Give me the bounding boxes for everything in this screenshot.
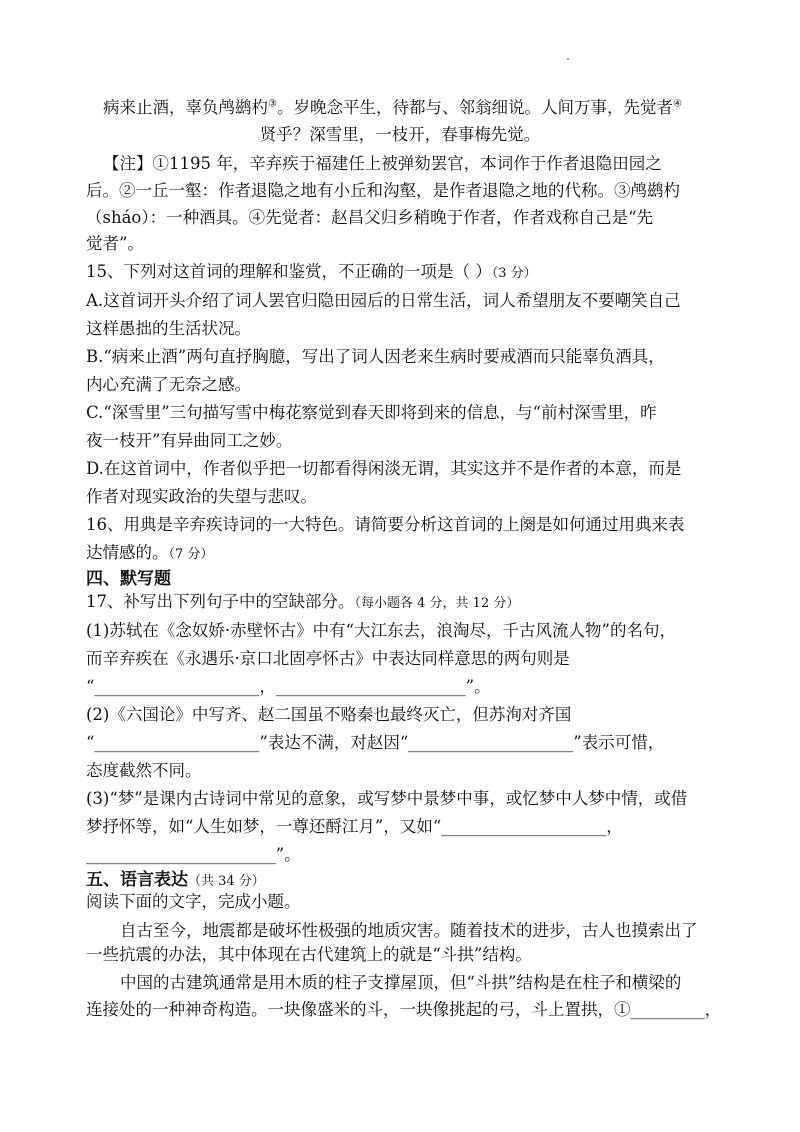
q17-2-line-3: 态度截然不同。 <box>86 761 202 780</box>
option-c-line-2: 夜一枝开”有异曲同工之妙。 <box>86 431 293 450</box>
question-16-line-1: 16、用典是辛弃疾诗词的一大特色。请简要分析这首词的上阕是如何通过用典来表 <box>86 515 685 534</box>
question-17-stem <box>86 591 519 615</box>
footnote-mark: ③ <box>268 98 277 110</box>
option-a-line-2: 这样愚拙的生活状况。 <box>86 319 251 338</box>
q17-3-blanks[interactable]: 梦抒怀等，如“人生如梦，一尊还酹江月”，又如“____________________， <box>86 817 623 836</box>
question-16-text: 达情感的。 <box>86 543 169 562</box>
question-17-score: （每小题各 4 分，共 12 分） <box>354 596 520 611</box>
section-4-title: 四、默写题 <box>86 569 171 589</box>
poem-line-2: 贤乎？深雪里，一枝开，春事梅先觉。 <box>259 125 541 144</box>
footnote-mark: ④ <box>672 98 682 110</box>
option-d-line-2: 作者对现实政治的失望与悲叹。 <box>86 487 317 506</box>
reading-p2-line-1: 中国的古建筑通常是用木质的柱子支撑屋顶，但“斗拱”结构是在柱子和横梁的 <box>120 973 682 992</box>
q17-2-line-1: (2)《六国论》中写齐、赵二国虽不赂秦也最终灭亡，但苏洵对齐国 <box>86 705 572 724</box>
reading-p1-line-1: 自古至今，地震都是破坏性极强的地质灾害。随着技术的进步，古人也摸索出了 <box>120 921 698 940</box>
q17-3-blank-end[interactable]: _______________________”。 <box>86 845 301 864</box>
note-line-1: 【注】①1195 年，辛弃疾于福建任上被弹劾罢官，本词作于作者退隐田园之 <box>103 154 662 173</box>
question-15-stem <box>86 261 537 285</box>
question-16-score: （7 分） <box>168 547 214 562</box>
q17-1-line-2: 而辛弃疾在《永遇乐·京口北固亭怀古》中表达同样意思的两句则是 <box>86 649 570 668</box>
q17-2-blanks[interactable]: “____________________”表达不满，对赵因“____________________”表示可惜， <box>86 733 665 752</box>
note-line-4: 觉者”。 <box>86 234 144 253</box>
option-c-line-1: C.“深雪里”三句描写雪中梅花察觉到春天即将到来的信息，与“前村深雪里，昨 <box>86 403 657 422</box>
section-5-title: 五、语言表达 <box>86 870 188 890</box>
note-line-3: （sháo）：一种酒具。④先觉者：赵昌父归乡稍晚于作者，作者戏称自己是“先 <box>86 208 654 227</box>
poem-line-1-rest: 。岁晚念平生，待都与、邻翁细说。人间万事，先觉者 <box>276 98 673 117</box>
q17-1-blanks[interactable]: “____________________，_______________________”。 <box>86 677 491 696</box>
reading-intro: 阅读下面的文字，完成小题。 <box>86 892 301 911</box>
option-b-line-2: 内心充满了无奈之感。 <box>86 375 251 394</box>
question-15-score: （3 分） <box>491 266 537 281</box>
poem-line-1-text: 病来止酒，辜负鸬鹚杓 <box>103 98 268 117</box>
note-line-2: 后。②一丘一壑：作者退隐之地有小丘和沟壑，是作者退隐之地的代称。③鸬鹚杓 <box>86 181 680 200</box>
section-5-header <box>86 869 265 893</box>
q17-3-line-1: (3)“梦”是课内古诗词中常见的意象，或写梦中景梦中事，或忆梦中人梦中情，或借 <box>86 789 688 808</box>
scan-speck <box>567 58 569 60</box>
question-17-text: 17、补写出下列句子中的空缺部分。 <box>86 592 355 611</box>
option-b-line-1: B.“病来止酒”两句直抒胸臆，写出了词人因老来生病时要戒酒而只能辜负酒具， <box>86 347 665 366</box>
poem-line-1 <box>103 97 682 119</box>
section-5-score: （共 34 分） <box>188 874 265 889</box>
option-d-line-1: D.在这首词中，作者似乎把一切都看得闲淡无谓，其实这并不是作者的本意，而是 <box>86 459 682 478</box>
reading-p1-line-2: 一些抗震的办法，其中体现在古代建筑上的就是“斗拱”结构。 <box>86 945 532 964</box>
option-a-line-1: A.这首词开头介绍了词人罢官归隐田园后的日常生活，词人希望朋友不要嘲笑自己 <box>86 291 681 310</box>
reading-p2-line-2[interactable]: 连接处的一种神奇构造。一块像盛米的斗，一块像挑起的弓，斗上置拱，①_________， <box>86 1000 722 1019</box>
q17-1-line-1: (1)苏轼在《念奴娇·赤壁怀古》中有“大江东去，浪淘尽，千古风流人物”的名句， <box>86 621 676 640</box>
question-16-line-2 <box>86 542 213 566</box>
question-15-text: 15、下列对这首词的理解和鉴赏，不正确的一项是（ ） <box>86 262 492 281</box>
